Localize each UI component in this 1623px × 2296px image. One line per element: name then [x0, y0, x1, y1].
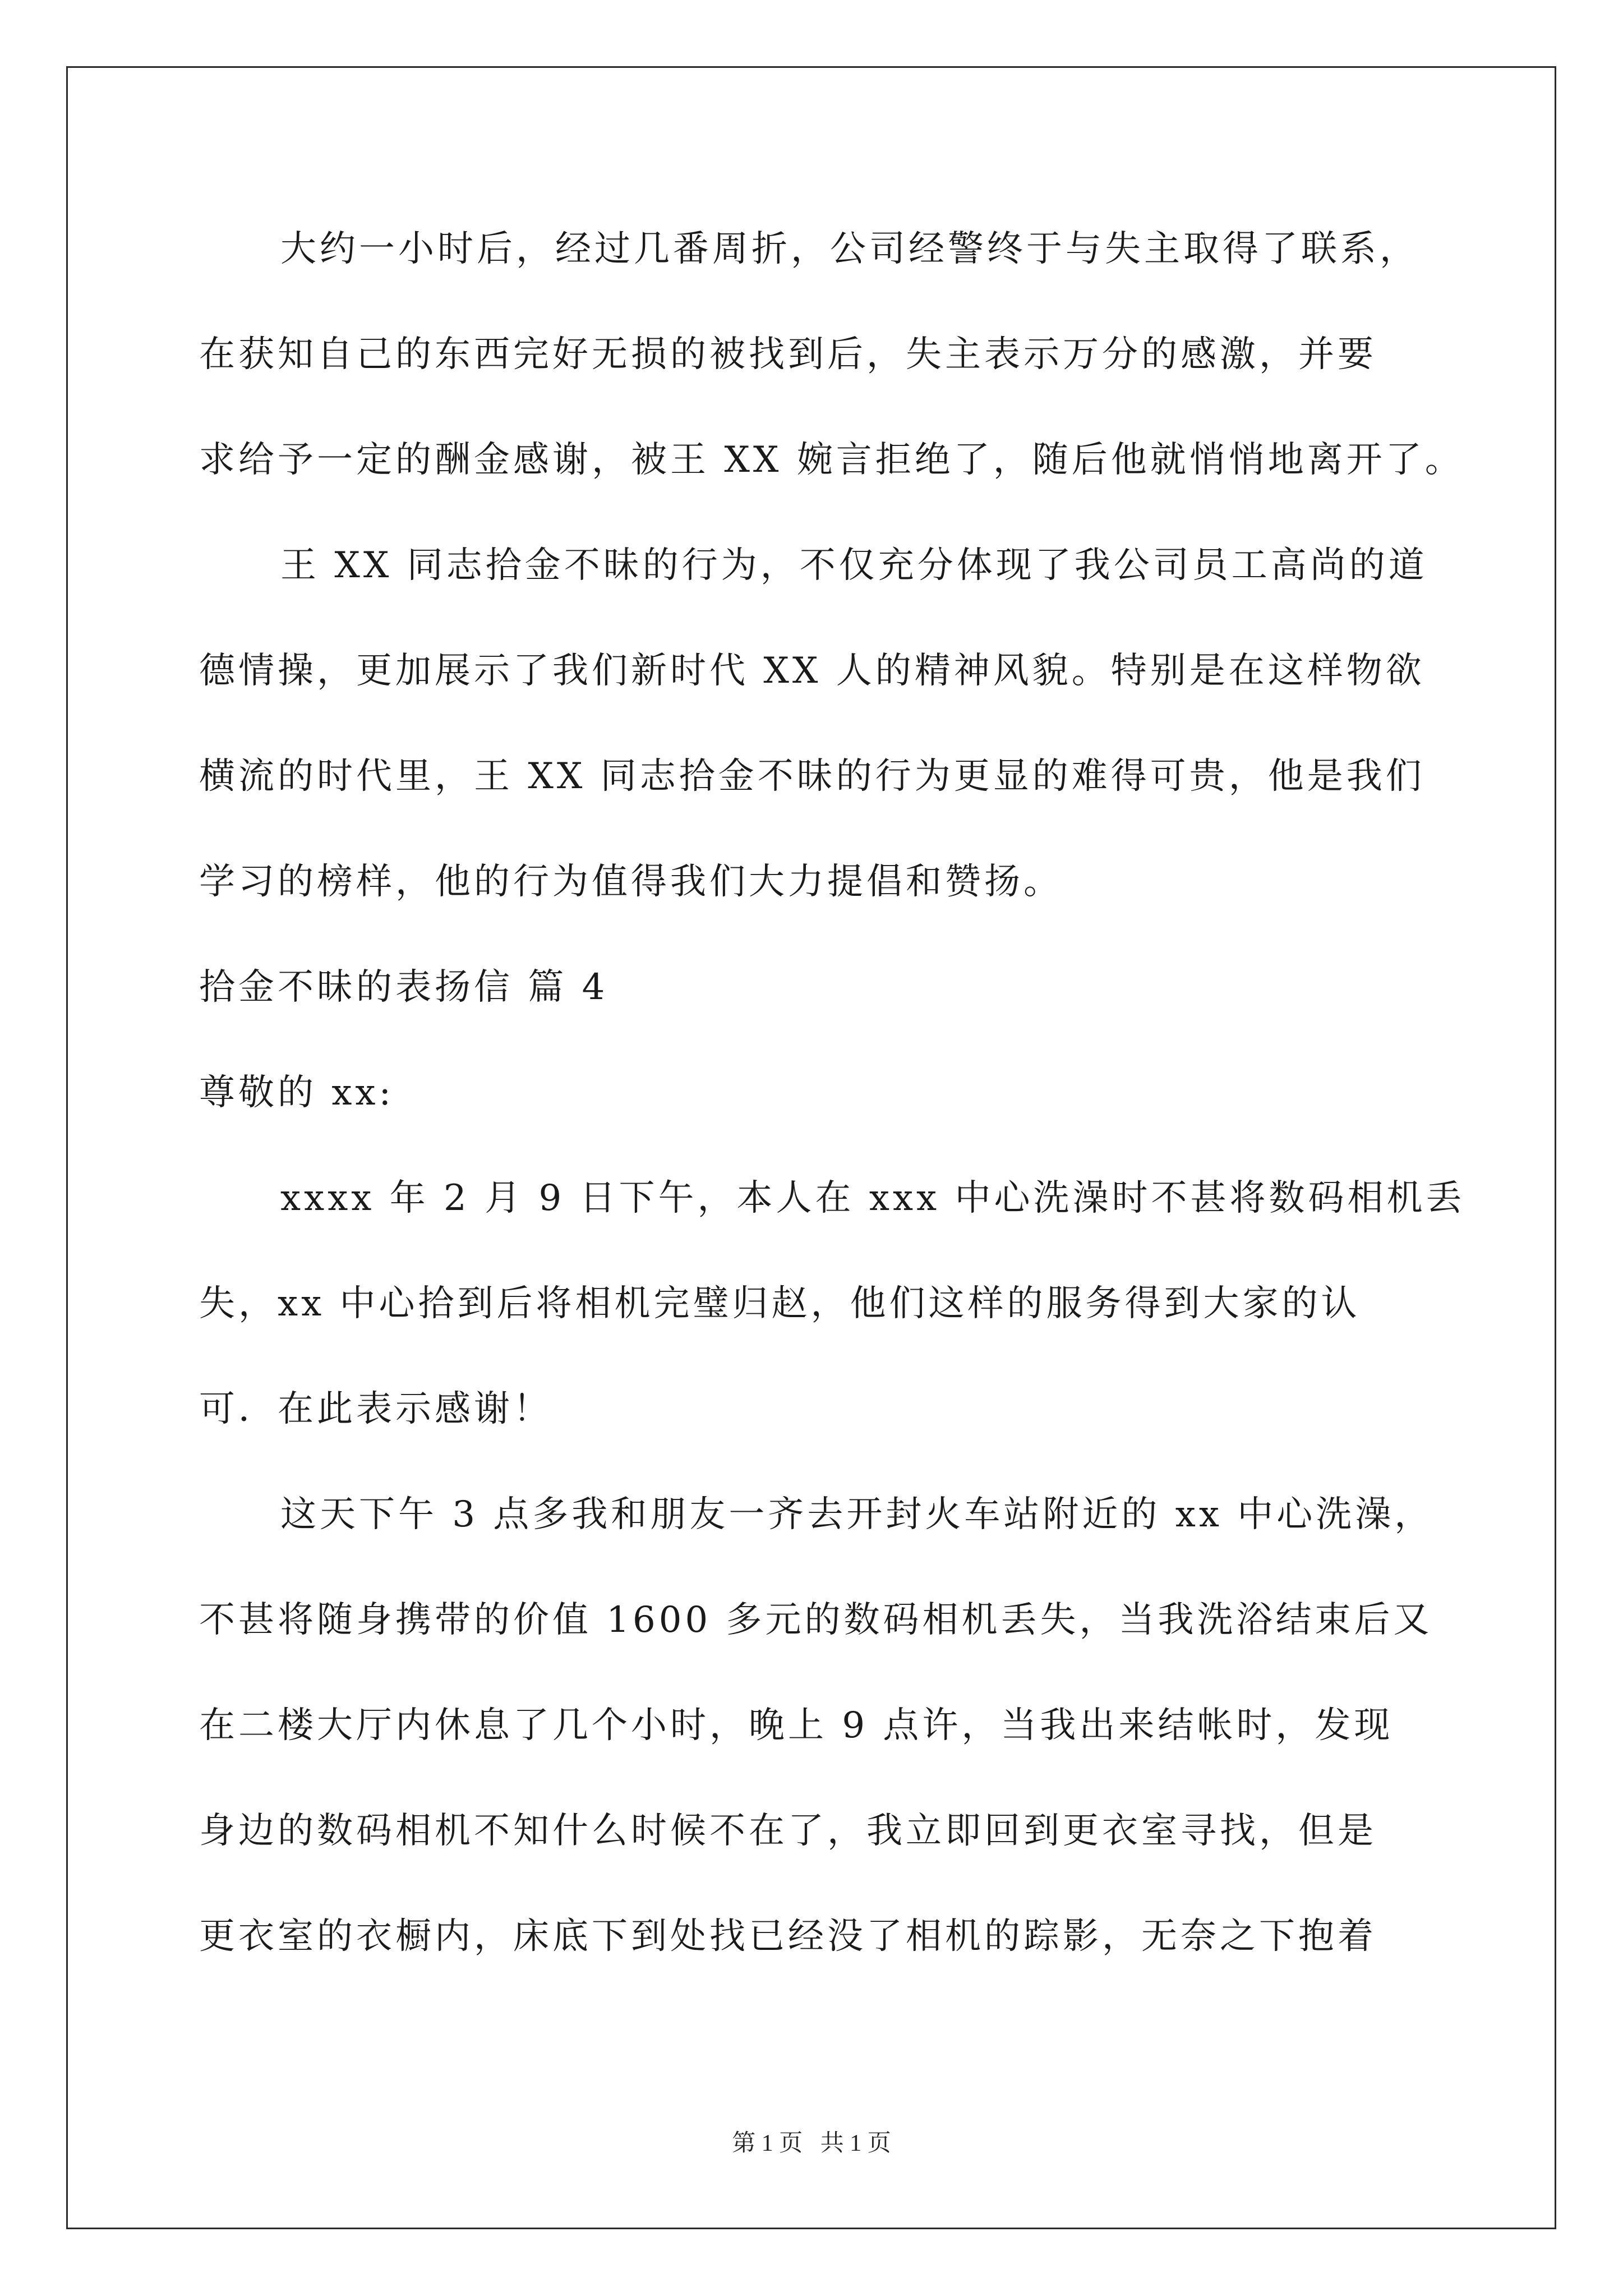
paragraph-line: 大约一小时后，经过几番周折，公司经警终于与失主取得了联系， [280, 228, 1419, 270]
paragraph-line: xxxx 年 2 月 9 日下午，本人在 xxx 中心洗澡时不甚将数码相机丢 [280, 1177, 1465, 1219]
paragraph-line: 不甚将随身携带的价值 1600 多元的数码相机丢失，当我洗浴结束后又 [199, 1599, 1433, 1641]
salutation: 尊敬的 xx: [199, 1072, 395, 1114]
paragraph-line: 德情操，更加展示了我们新时代 XX 人的精神风貌。特别是在这样物欲 [199, 650, 1425, 692]
paragraph-line: 横流的时代里，王 XX 同志拾金不昧的行为更显的难得可贵，他是我们 [199, 756, 1425, 797]
paragraph-line: 王 XX 同志拾金不昧的行为，不仅充分体现了我公司员工高尚的道 [280, 545, 1428, 586]
paragraph-line: 求给予一定的酬金感谢，被王 XX 婉言拒绝了，随后他就悄悄地离开了。 [199, 439, 1464, 481]
paragraph-line: 学习的榜样，他的行为值得我们大力提倡和赞扬。 [199, 861, 1063, 903]
page-number-footer: 第 1 页 共 1 页 [732, 2131, 891, 2156]
paragraph-line: 在获知自己的东西完好无损的被找到后，失主表示万分的感激，并要 [199, 334, 1377, 375]
paragraph-line: 身边的数码相机不知什么时候不在了，我立即回到更衣室寻找，但是 [199, 1810, 1377, 1852]
paragraph-line: 更衣室的衣橱内，床底下到处找已经没了相机的踪影，无奈之下抱着 [199, 1916, 1377, 1957]
page-border [66, 66, 1556, 2229]
paragraph-line: 这天下午 3 点多我和朋友一齐去开封火车站附近的 xx 中心洗澡， [280, 1494, 1434, 1535]
paragraph-line: 可．在此表示感谢！ [199, 1388, 552, 1430]
paragraph-line: 在二楼大厅内休息了几个小时，晚上 9 点许，当我出来结帐时，发现 [199, 1705, 1394, 1746]
paragraph-line: 失，xx 中心拾到后将相机完璧归赵，他们这样的服务得到大家的认 [199, 1283, 1361, 1324]
section-heading: 拾金不昧的表扬信 篇 4 [199, 967, 608, 1008]
